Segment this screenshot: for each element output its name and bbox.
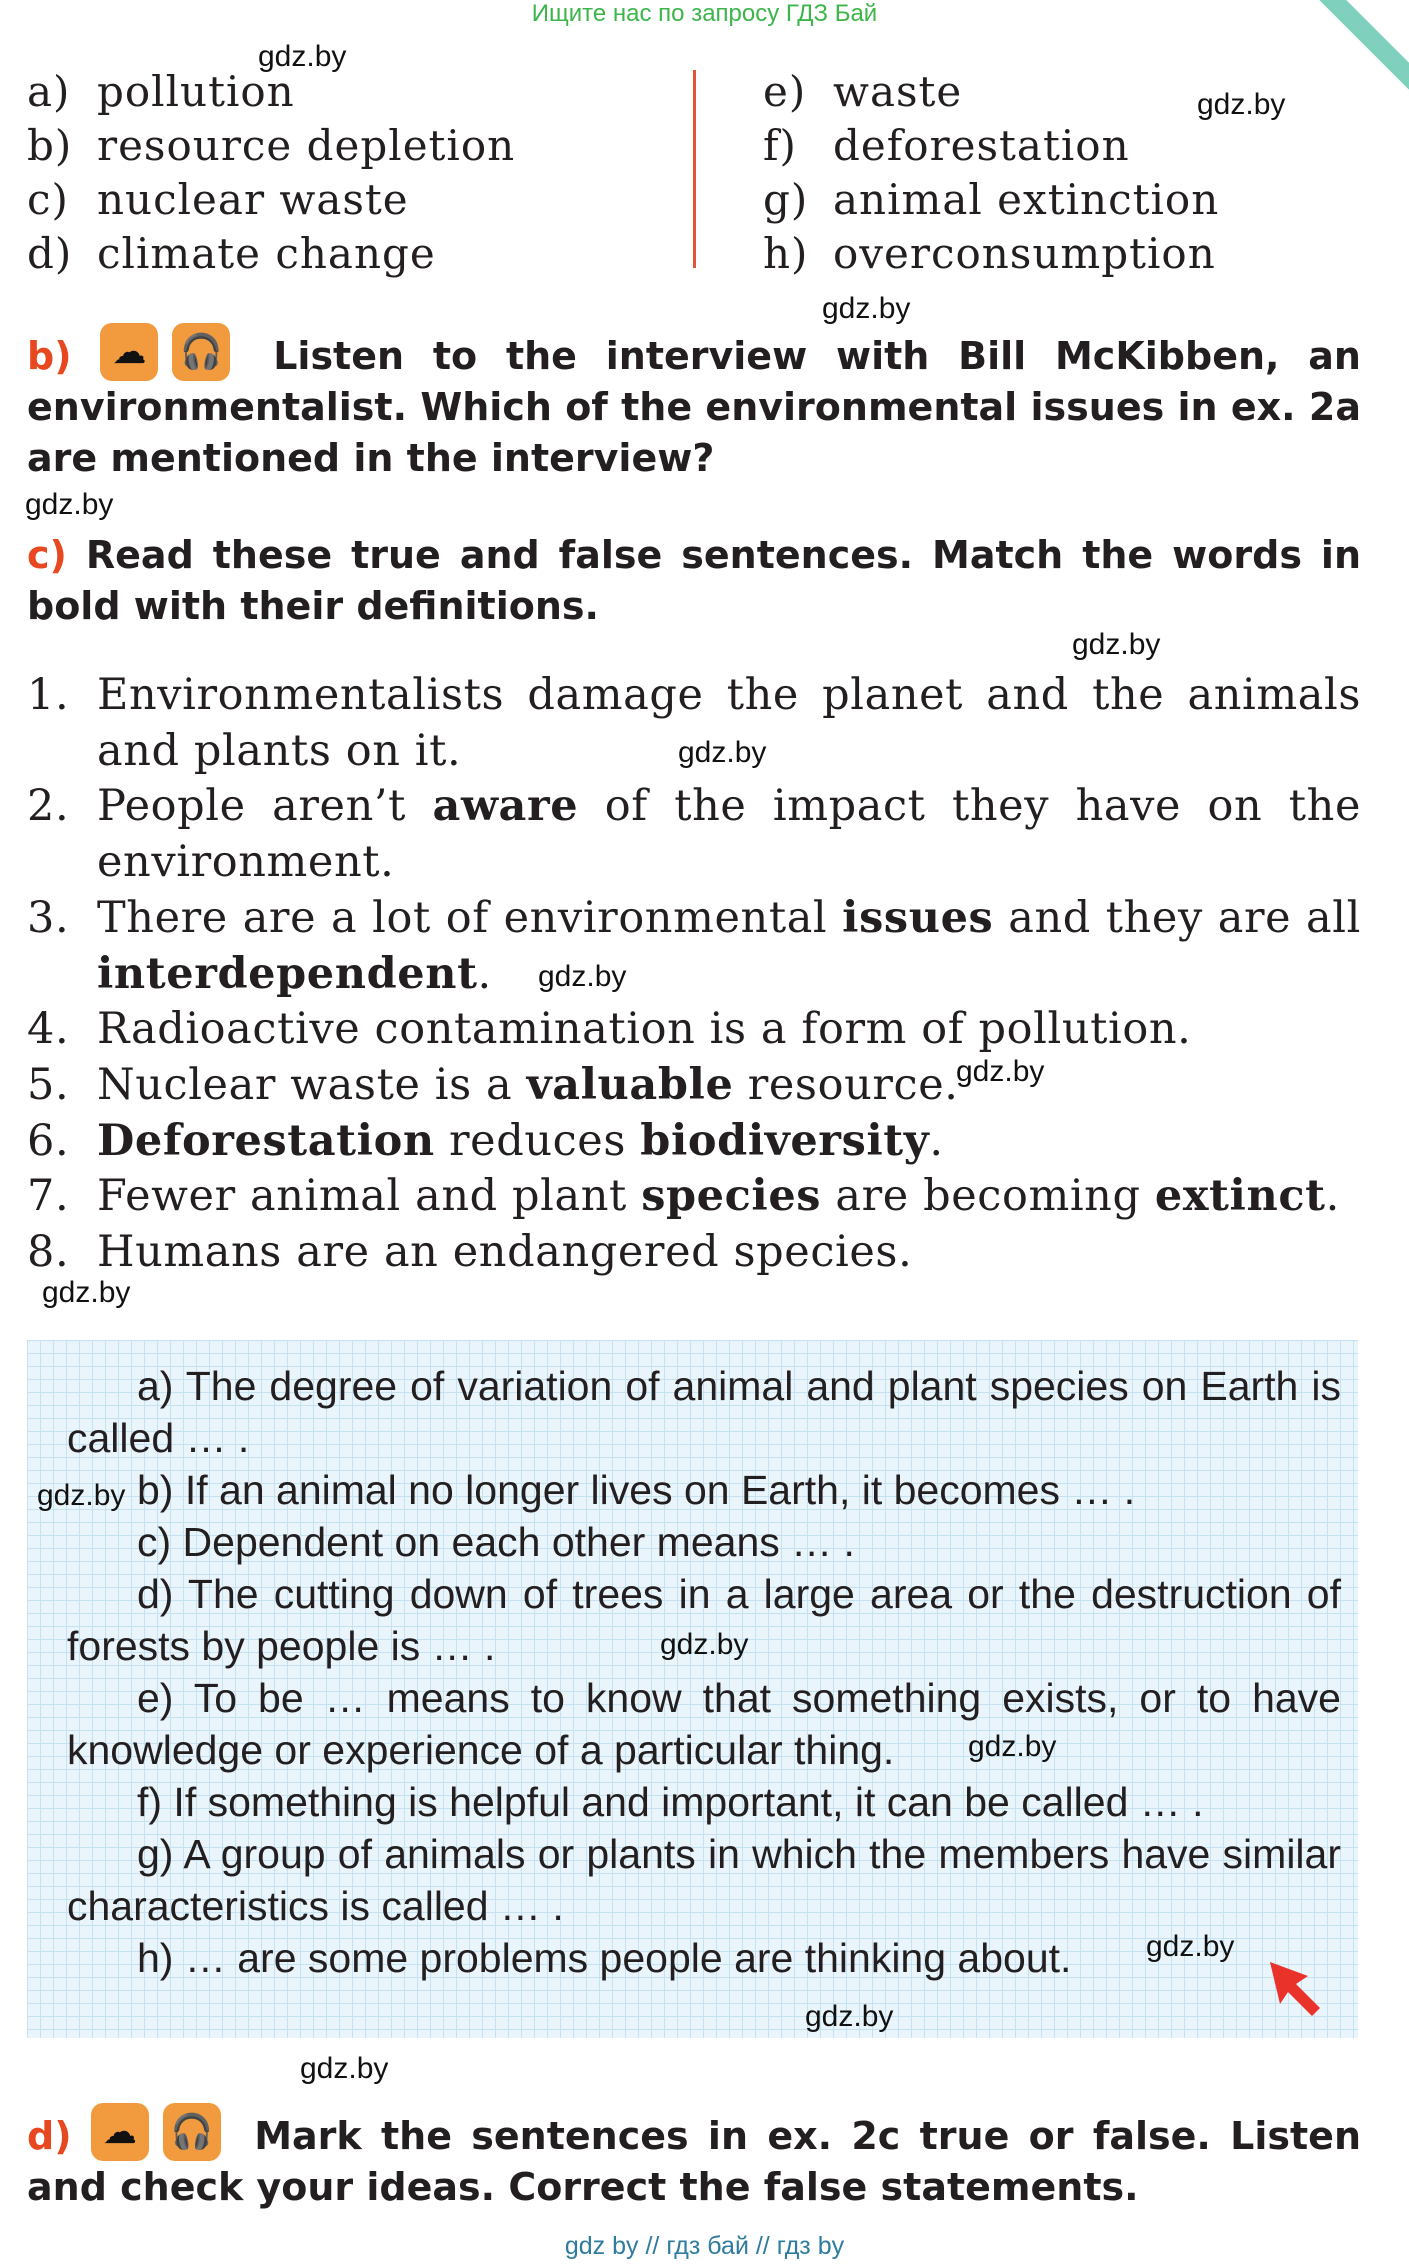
- word-option: [27, 119, 515, 173]
- task-b: [27, 323, 1361, 484]
- task-c: [27, 530, 1361, 632]
- sentence-number: 1.: [27, 670, 70, 720]
- sentence-number: 8.: [27, 1227, 70, 1278]
- text-run: .: [477, 948, 492, 999]
- text-run: of the impact they have on the environment.: [97, 781, 1361, 888]
- watermark[interactable]: gdz.by: [258, 40, 347, 73]
- watermark[interactable]: gdz.by: [25, 488, 114, 521]
- definition-item: e) To be … means to know that something exists, or to have knowledge or experience of a particular thing.: [67, 1675, 1341, 1773]
- task-letter: c): [27, 533, 67, 577]
- option-word: climate change: [97, 229, 436, 278]
- sentence-number: 2.: [27, 781, 70, 832]
- definition-item: g) A group of animals or plants in which the members have similar characteristics is called … .: [67, 1831, 1341, 1929]
- text-run: Radioactive contamination is a form of pollution.: [97, 1004, 1192, 1055]
- bold-word: valuable: [526, 1059, 734, 1110]
- text-run: are becoming: [821, 1171, 1155, 1222]
- text-run: Nuclear waste is a: [97, 1059, 527, 1110]
- sentence-item: [27, 891, 1361, 1002]
- bold-word: issues: [842, 892, 994, 943]
- red-arrow-icon: [1268, 1958, 1328, 2018]
- word-option: [27, 227, 515, 281]
- watermark[interactable]: gdz.by: [42, 1276, 131, 1309]
- watermark[interactable]: gdz.by: [1197, 88, 1286, 121]
- sentence-item: [27, 1114, 1361, 1170]
- option-word: animal extinction: [833, 175, 1220, 224]
- definition-item: c) Dependent on each other means … .: [137, 1519, 855, 1565]
- option-word: nuclear waste: [97, 175, 409, 224]
- task-letter: b): [27, 334, 72, 378]
- watermark[interactable]: gdz.by: [1146, 1930, 1235, 1963]
- sentence-text: [97, 779, 1361, 890]
- footer-links[interactable]: gdz by // гдз бай // гдз by: [564, 2232, 845, 2260]
- sentence-text: [97, 1225, 1361, 1281]
- sentence-number: 5.: [27, 1059, 70, 1110]
- option-letter: g): [763, 175, 809, 224]
- definition-item: d) The cutting down of trees in a large area or the destruction of forests by people is … .: [67, 1571, 1341, 1669]
- bold-word: biodiversity: [640, 1115, 930, 1166]
- definition-item: h) … are some problems people are thinking about.: [137, 1935, 1072, 1981]
- watermark[interactable]: gdz.by: [805, 2000, 894, 2033]
- word-option: [763, 227, 1219, 281]
- text-run: reduces: [434, 1115, 641, 1166]
- word-option: [763, 65, 1219, 119]
- option-word: waste: [833, 67, 963, 116]
- option-word: pollution: [97, 67, 295, 116]
- word-option: [763, 173, 1219, 227]
- watermark[interactable]: gdz.by: [538, 960, 627, 993]
- task-text: Read these true and false sentences. Match the words in bold with their definitions.: [27, 533, 1361, 628]
- sentence-text: [97, 1058, 1361, 1114]
- column-divider: [693, 70, 696, 268]
- sentence-number: 6.: [27, 1115, 70, 1166]
- watermark[interactable]: gdz.by: [956, 1055, 1045, 1088]
- definition-item: f) If something is helpful and important, it can be called … .: [137, 1779, 1204, 1825]
- sentence-item: [27, 779, 1361, 890]
- bold-word: extinct: [1154, 1171, 1326, 1222]
- watermark[interactable]: gdz.by: [300, 2052, 389, 2085]
- option-letter: e): [763, 67, 807, 116]
- option-word: deforestation: [833, 121, 1130, 170]
- cloud-book-icon[interactable]: ☁: [91, 2103, 149, 2161]
- option-letter: h): [763, 229, 809, 278]
- sentence-number: 4.: [27, 1004, 70, 1055]
- sentence-text: [97, 891, 1361, 1002]
- task-text: Listen to the interview with Bill McKibben, an environmentalist. Which of the environmental issues in ex. 2a are mentioned in the interview?: [27, 334, 1361, 480]
- sentence-item: [27, 1169, 1361, 1225]
- definition-list: [67, 1360, 1341, 1984]
- word-option: [763, 119, 1219, 173]
- word-option: [27, 173, 515, 227]
- watermark[interactable]: gdz.by: [968, 1730, 1057, 1763]
- sentence-item: [27, 1002, 1361, 1058]
- text-run: There are a lot of environmental: [97, 892, 843, 943]
- task-letter: d): [27, 2114, 72, 2158]
- headphones-icon[interactable]: 🎧: [163, 2103, 221, 2161]
- text-run: Humans are an endangered species.: [97, 1227, 913, 1278]
- definition-item: b) If an animal no longer lives on Earth, it becomes … .: [137, 1467, 1136, 1513]
- bold-word: species: [641, 1171, 822, 1222]
- text-run: .: [1325, 1171, 1340, 1222]
- option-letter: b): [27, 121, 73, 170]
- watermark[interactable]: gdz.by: [822, 292, 911, 325]
- cloud-book-icon[interactable]: ☁: [100, 323, 158, 381]
- sentence-item: [27, 1058, 1361, 1114]
- bold-word: aware: [432, 781, 579, 832]
- text-run: Fewer animal and plant: [97, 1171, 642, 1222]
- watermark[interactable]: gdz.by: [37, 1479, 126, 1512]
- sentence-text: [97, 1169, 1361, 1225]
- definition-item: a) The degree of variation of animal and plant species on Earth is called … .: [67, 1363, 1341, 1461]
- bold-word: interdependent: [97, 948, 478, 999]
- sentence-number: 7.: [27, 1171, 70, 1222]
- task-text: Mark the sentences in ex. 2c true or false. Listen and check your ideas. Correct the false statements.: [27, 2114, 1361, 2209]
- task-d: [27, 2103, 1361, 2213]
- sentence-item: [27, 1225, 1361, 1281]
- option-letter: c): [27, 175, 69, 224]
- page-corner-decoration: [1319, 0, 1409, 90]
- bold-word: Deforestation: [97, 1115, 435, 1166]
- sentence-text: [97, 1114, 1361, 1170]
- text-run: resource.: [733, 1059, 959, 1110]
- watermark[interactable]: gdz.by: [1072, 628, 1161, 661]
- text-run: Environmentalists damage the planet and the animals and plants on it.: [97, 670, 1361, 776]
- option-letter: a): [27, 67, 71, 116]
- watermark[interactable]: gdz.by: [660, 1628, 749, 1661]
- option-letter: f): [763, 121, 797, 170]
- top-banner[interactable]: Ищите нас по запросу ГДЗ Бай: [531, 0, 878, 27]
- sentence-number: 3.: [27, 892, 70, 943]
- sentence-text: [97, 1002, 1361, 1058]
- option-letter: d): [27, 229, 73, 278]
- text-run: and they are all: [993, 892, 1361, 943]
- text-run: .: [929, 1115, 944, 1166]
- option-word: resource depletion: [97, 121, 516, 170]
- word-list-right: [763, 65, 1219, 281]
- word-list-left: [27, 65, 515, 281]
- text-run: People aren’t: [97, 781, 433, 832]
- headphones-icon[interactable]: 🎧: [172, 323, 230, 381]
- option-word: overconsumption: [833, 229, 1216, 278]
- watermark[interactable]: gdz.by: [678, 736, 767, 769]
